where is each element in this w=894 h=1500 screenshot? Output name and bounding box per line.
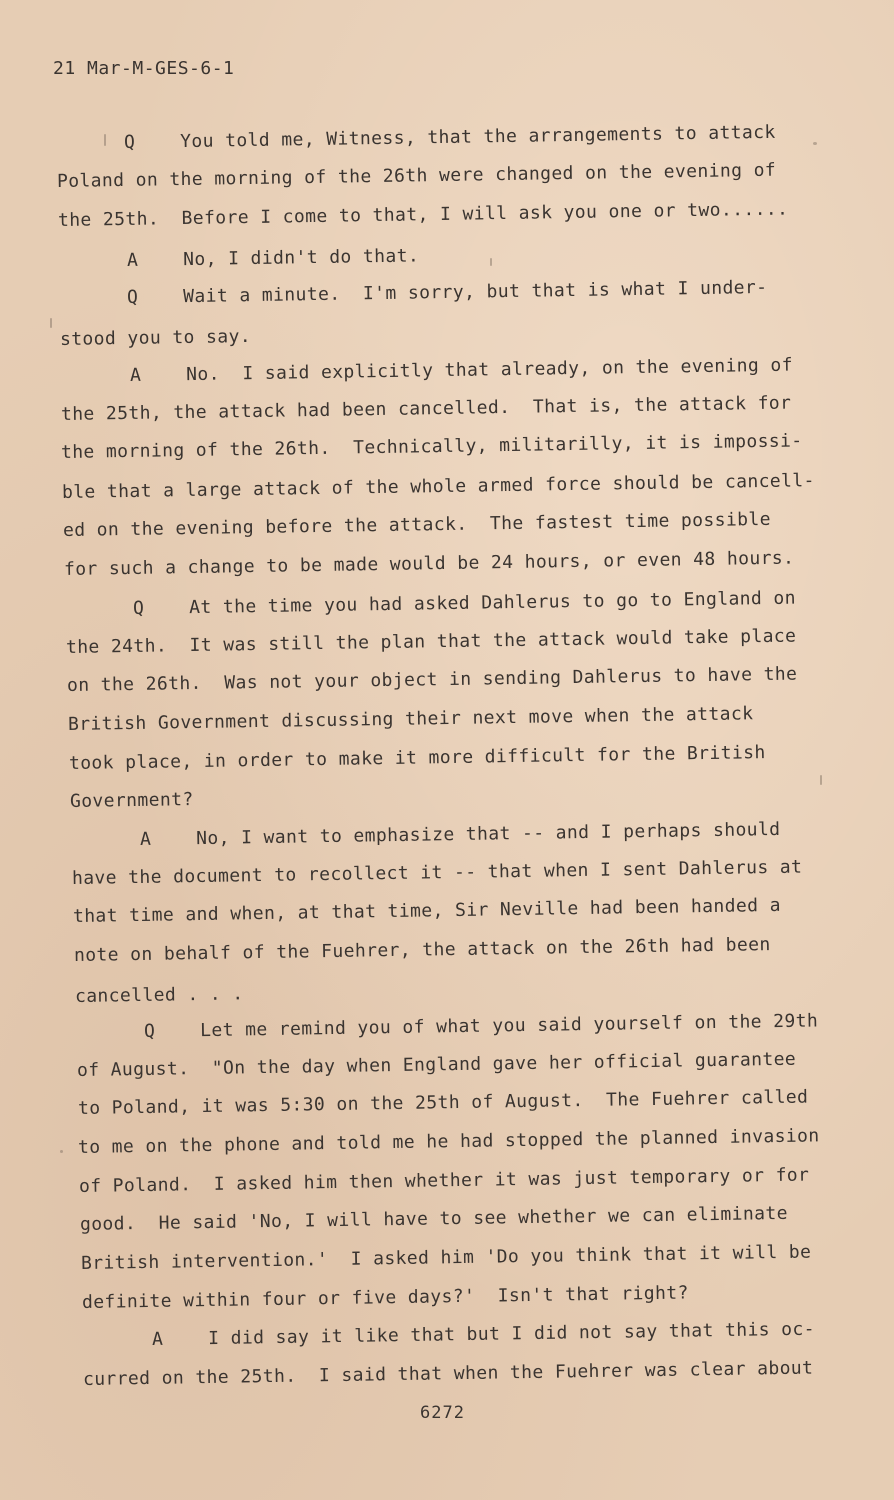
transcript-line: A I did say it like that but I did not say that this oc- <box>151 1318 816 1350</box>
transcript-line: A No. I said explicitly that already, on the evening of <box>129 354 794 386</box>
document-header: 21 Mar-M-GES-6-1 <box>53 58 235 79</box>
transcript-line: Q You told me, Witness, that the arrangements to attack <box>123 121 776 153</box>
transcript-line: that time and when, at that time, Sir Neville had been handed a <box>72 894 782 927</box>
transcript-line: the 25th. Before I come to that, I will ask you one or two...... <box>57 198 789 231</box>
transcript-line: on the 26th. Was not your object in sending Dahlerus to have the <box>66 663 798 696</box>
paper-speck <box>50 318 52 328</box>
transcript-line: to me on the phone and told me he had stopped the planned invasion <box>77 1125 820 1158</box>
transcript-line: of August. "On the day when England gave her official guarantee <box>76 1048 797 1081</box>
transcript-line: stood you to say. <box>59 326 252 350</box>
transcript-line: Q At the time you had asked Dahlerus to go to England on <box>132 587 797 619</box>
transcript-line: A No, I didn't do that. <box>126 245 420 271</box>
transcript-line: British intervention.' I asked him 'Do you think that it will be <box>80 1241 812 1274</box>
transcript-line: ble that a large attack of the whole armed force should be cancell- <box>61 470 815 503</box>
paper-speck <box>490 258 492 266</box>
transcript-line: to Poland, it was 5:30 on the 25th of August. The Fuehrer called <box>77 1086 809 1119</box>
transcript-line: curred on the 25th. I said that when the Fuehrer was clear about <box>82 1357 814 1390</box>
paper-speck <box>60 1150 63 1153</box>
paper-speck <box>813 142 817 145</box>
transcript-line: British Government discussing their next move when the attack <box>67 703 754 735</box>
paper-speck <box>820 775 822 785</box>
transcript-line: definite within four or five days?' Isn't that right? <box>81 1282 689 1313</box>
transcript-line: for such a change to be made would be 24 hours, or even 48 hours. <box>63 547 795 580</box>
transcript-line: Poland on the morning of the 26th were changed on the evening of <box>56 159 777 192</box>
transcript-line: of Poland. I asked him then whether it was just temporary or for <box>78 1164 810 1197</box>
transcript-line: have the document to recollect it -- that when I sent Dahlerus at <box>71 856 803 889</box>
transcript-line: ed on the evening before the attack. The fastest time possible <box>62 508 772 541</box>
paper-speck <box>104 134 106 146</box>
transcript-line: Q Let me remind you of what you said yourself on the 29th <box>143 1010 819 1042</box>
transcript-line: good. He said 'No, I will have to see whether we can eliminate <box>79 1202 789 1235</box>
transcript-line: Government? <box>69 789 194 812</box>
transcript-line: Q Wait a minute. I'm sorry, but that is what I under- <box>126 276 768 308</box>
transcript-line: the morning of the 26th. Technically, militarilly, it is impossi- <box>60 430 803 463</box>
transcript-line: took place, in order to make it more difficult for the British <box>68 742 766 774</box>
transcript-line: the 25th, the attack had been cancelled. That is, the attack for <box>60 392 792 425</box>
transcript-line: A No, I want to emphasize that -- and I perhaps should <box>139 818 781 850</box>
page-number: 6272 <box>420 1403 465 1423</box>
transcript-line: note on behalf of the Fuehrer, the attack on the 26th had been <box>73 934 771 966</box>
transcript-line: cancelled . . . <box>74 983 244 1007</box>
transcript-line: the 24th. It was still the plan that the attack would take place <box>65 625 797 658</box>
